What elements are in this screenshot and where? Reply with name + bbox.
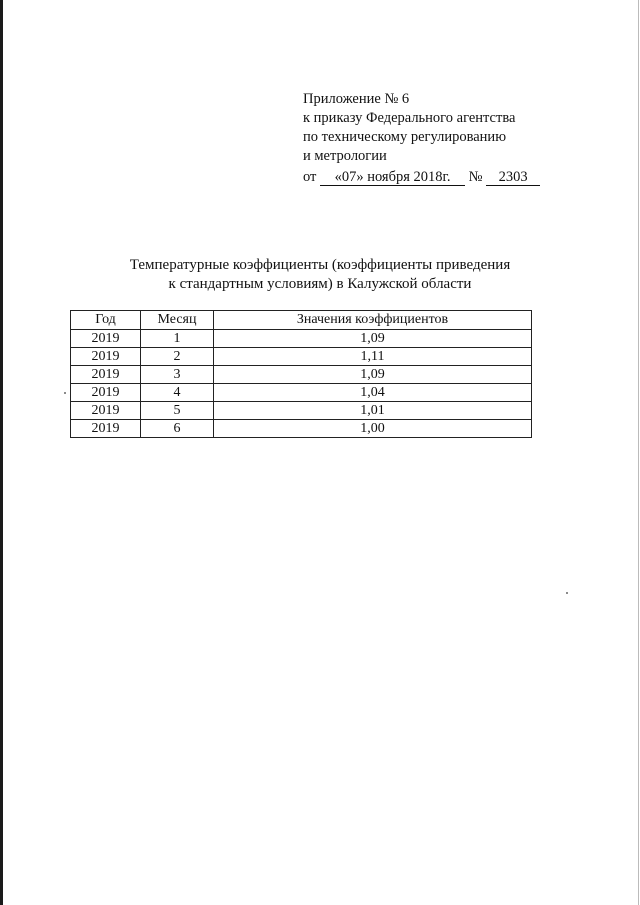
scan-speck <box>566 592 568 594</box>
cell-value: 1,09 <box>214 366 532 384</box>
cell-year: 2019 <box>71 348 141 366</box>
scan-edge-right <box>638 0 639 905</box>
cell-year: 2019 <box>71 420 141 438</box>
number-sign: № <box>468 169 483 185</box>
cell-value: 1,11 <box>214 348 532 366</box>
cell-month: 3 <box>141 366 214 384</box>
cell-value: 1,01 <box>214 402 532 420</box>
cell-value: 1,00 <box>214 420 532 438</box>
title-line-1: Температурные коэффициенты (коэффициенты приведения <box>129 257 511 273</box>
order-agency-line-3: и метрологии <box>303 148 387 164</box>
scan-edge-left <box>0 0 3 905</box>
scan-speck <box>64 392 66 394</box>
cell-month: 4 <box>141 384 214 402</box>
header-month: Месяц <box>141 311 214 330</box>
table-row <box>71 348 532 366</box>
title-line-2: к стандартным условиям) в Калужской области <box>168 276 472 292</box>
header-values: Значения коэффициентов <box>214 311 532 330</box>
cell-month: 6 <box>141 420 214 438</box>
order-date: «07» ноября 2018г. <box>320 169 465 186</box>
table-row <box>71 420 532 438</box>
table-row <box>71 384 532 402</box>
cell-value: 1,04 <box>214 384 532 402</box>
order-number: 2303 <box>486 169 540 186</box>
order-agency-line-2: по техническому регулированию <box>303 129 507 145</box>
document-title <box>70 256 570 294</box>
table-row <box>71 330 532 348</box>
cell-month: 2 <box>141 348 214 366</box>
table-header-row <box>71 311 532 330</box>
table-row <box>71 402 532 420</box>
cell-month: 5 <box>141 402 214 420</box>
order-agency-line: к приказу Федерального агентства <box>303 110 516 126</box>
appendix-number: Приложение № 6 <box>303 91 410 107</box>
order-reference <box>303 168 603 187</box>
cell-year: 2019 <box>71 384 141 402</box>
order-prefix: от <box>303 169 317 185</box>
cell-year: 2019 <box>71 330 141 348</box>
coefficients-table <box>70 310 532 438</box>
cell-value: 1,09 <box>214 330 532 348</box>
cell-year: 2019 <box>71 402 141 420</box>
appendix-header <box>303 90 603 187</box>
cell-year: 2019 <box>71 366 141 384</box>
header-year: Год <box>71 311 141 330</box>
cell-month: 1 <box>141 330 214 348</box>
table-row <box>71 366 532 384</box>
